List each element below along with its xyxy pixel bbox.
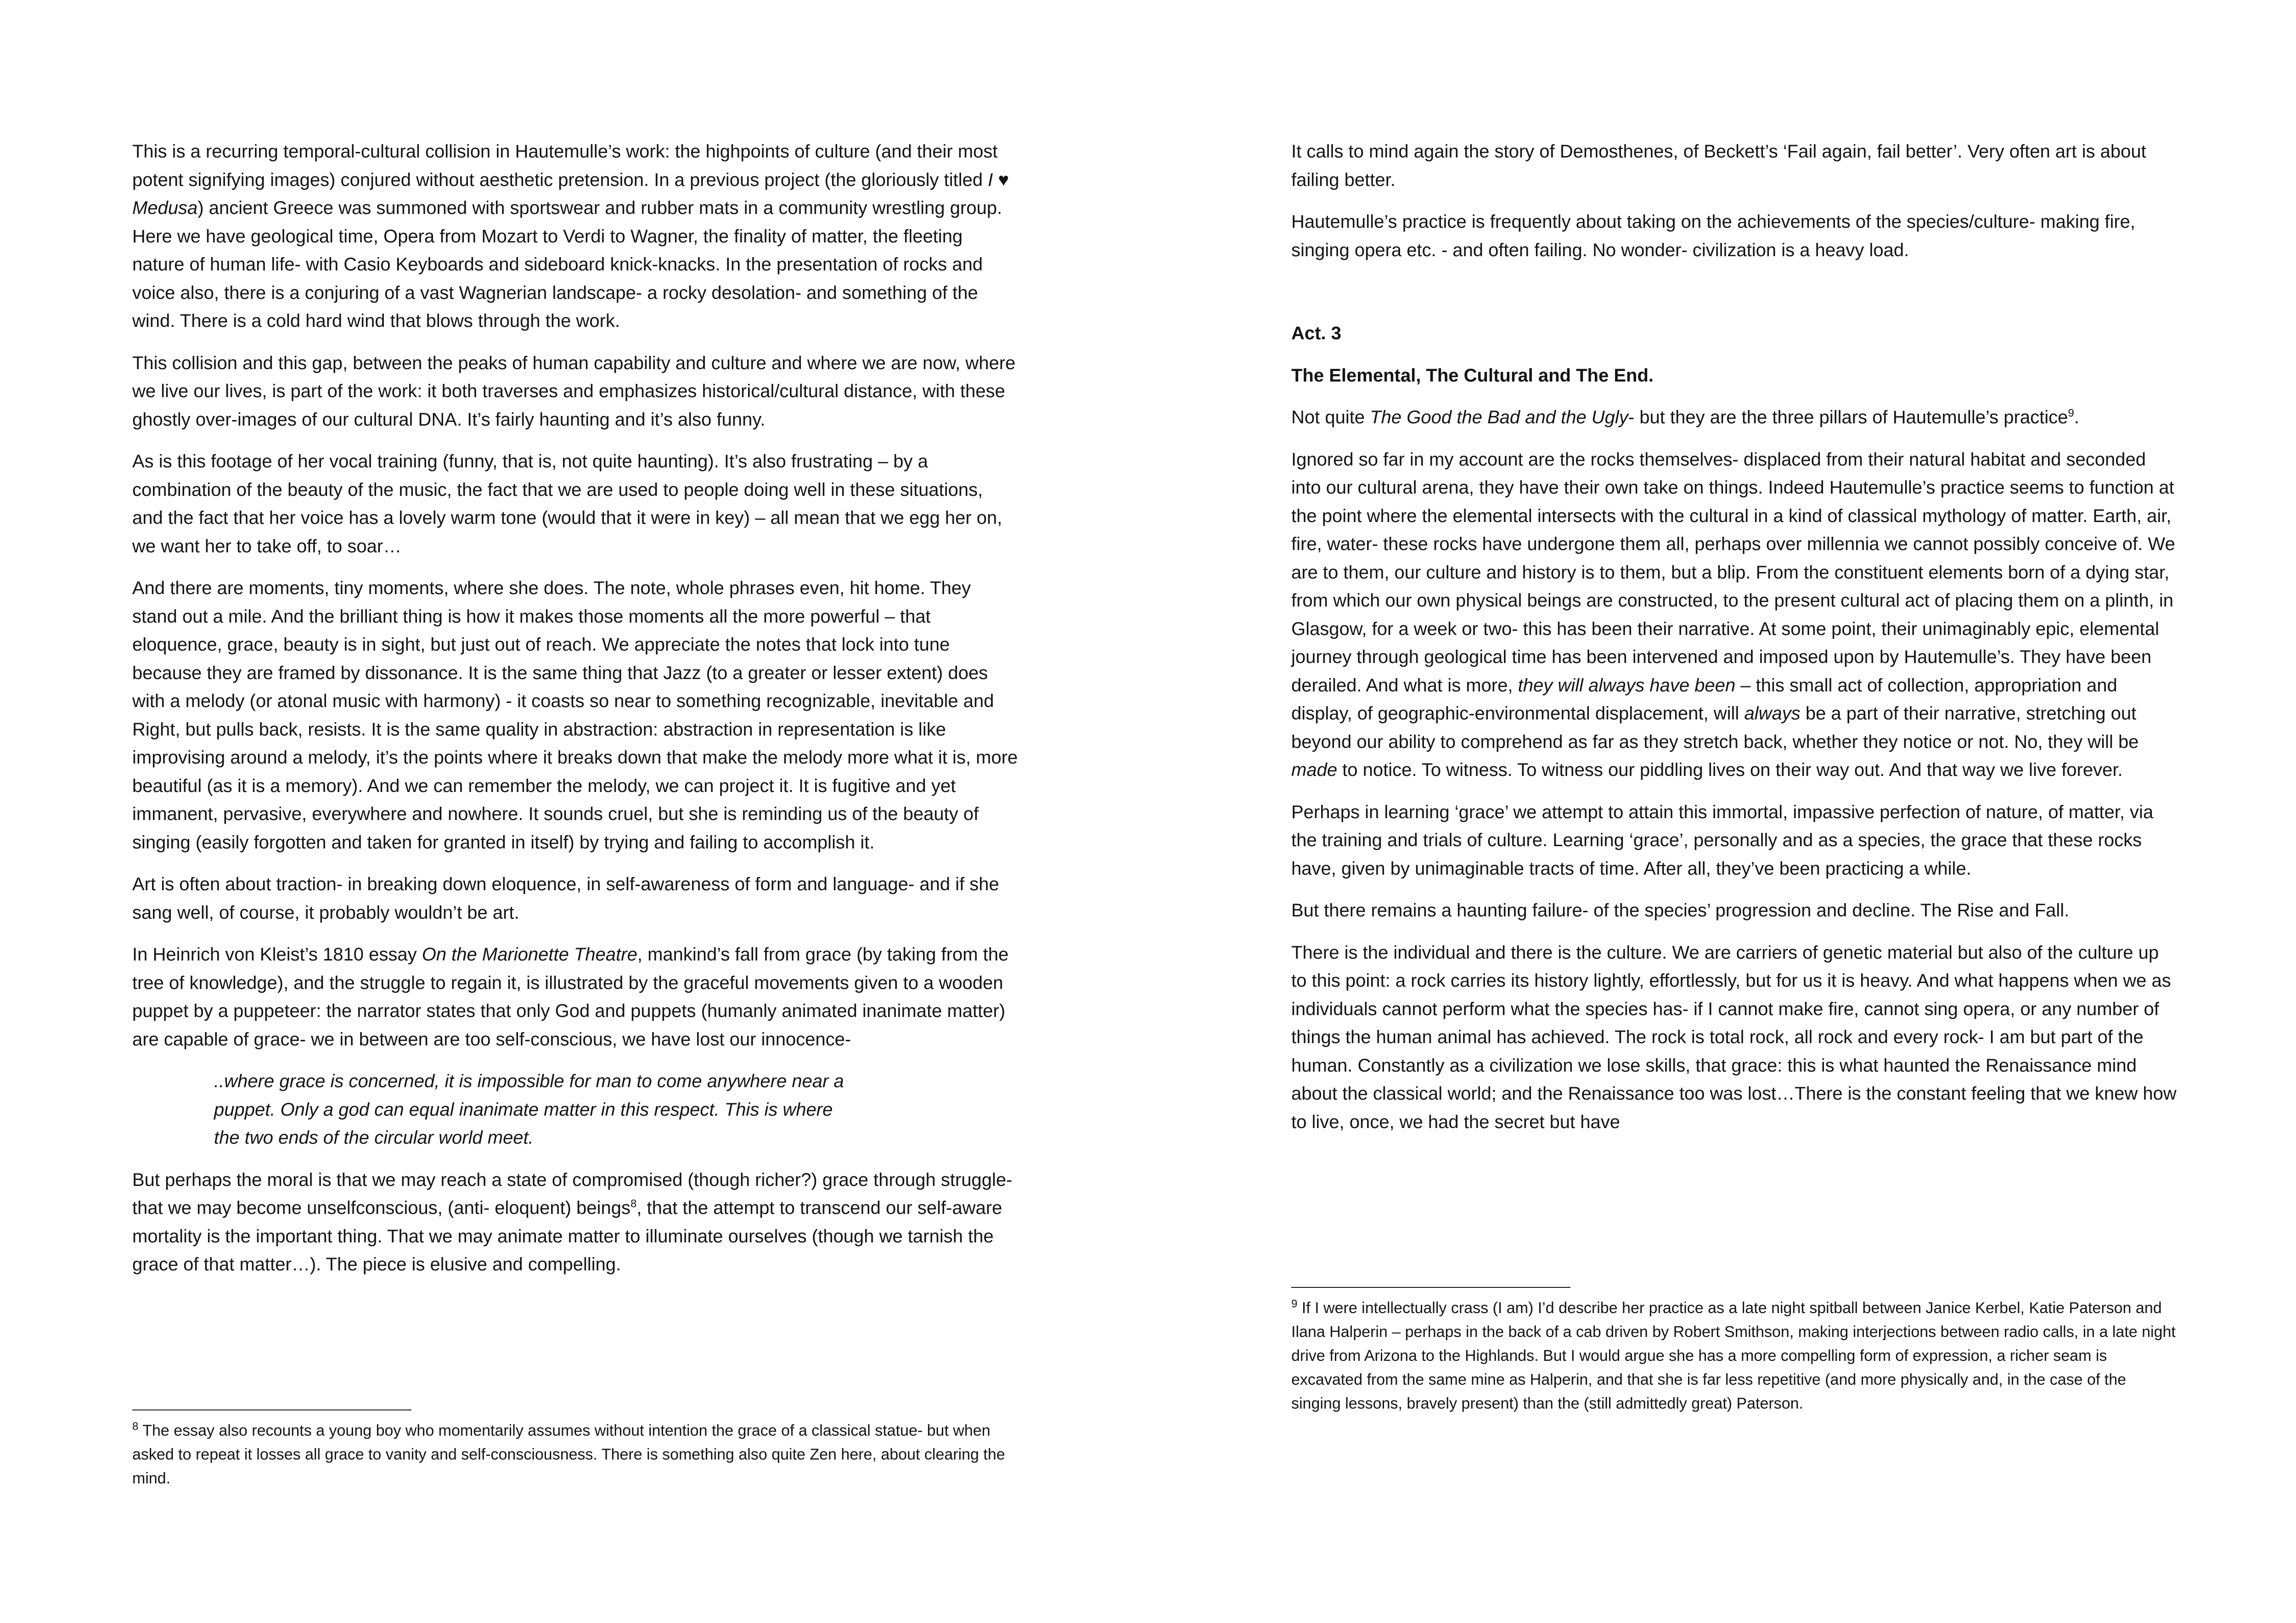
paragraph: Art is often about traction- in breaking down eloquence, in self-awareness of form and language- and if she sang well, of course, it probably wouldn’t be art. (132, 874, 999, 923)
right-page (1148, 0, 2296, 1623)
paragraph: There is the individual and there is the culture. We are carriers of genetic material but also of the culture up to this point: a rock carries its history lightly, effortlessly, but for us it is heavy. And what happens when we as individuals cannot perform what the species has- if I cannot make fire, cannot sing opera, or any number of things the human animal has achieved. The rock is total rock, all rock and every rock- I am but part of the human. Constantly as a civilization we lose skills, that grace: this is what haunted the Renaissance mind about the classical world; and the Renaissance too was lost…There is the constant feeling that we knew how to live, once, we had the secret but have (1291, 942, 2177, 1132)
paragraph: As is this footage of her vocal training (funny, that is, not quite haunting). It’s also frustrating – by a combination of the beauty of the music, the fact that we are used to people doing well in these situations, and the fact that her voice has a lovely warm tone (would that it were in key) – all mean that we egg her on, we want her to take off, to soar… (132, 451, 1002, 556)
paragraph: In Heinrich von Kleist’s 1810 essay On the Marionette Theatre, mankind’s fall from grace (by taking from the tree of knowledge), and the struggle to regain it, is illustrated by the graceful movements given to a wooden puppet by a puppeteer: the narrator states that only God and puppets (humanly animated inanimate matter) are capable of grace- we in between are too self-conscious, we have lost our innocence- (132, 944, 1009, 1050)
act-heading: Act. 3 (1291, 323, 1341, 343)
footnote: $^9$ If I were intellectually crass (I am) I’d describe her practice as a late night spitball between Janice Kerbel, Katie Paterson and Ilana Halperin – perhaps in the back of a cab driven by Robert Smithson, making interjections between radio calls, in a late night drive from Arizona to the Highlands. But I would argue she has a more compelling form of expression, a richer seam is excavated from the same mine as Halperin, and that she is far less repetitive (and more physically and, in the case of the singing lessons, bravely present) than the (still admittedly great) Paterson. (1291, 1297, 2176, 1412)
footnote: $^8$ The essay also recounts a young boy who momentarily assumes without intention the grace of a classical statue- but when asked to repeat it losses all grace to vanity and self-consciousness. There is something also quite Zen here, about clearing the mind. (132, 1420, 1005, 1487)
footnote-ref: 9 (2068, 407, 2074, 420)
section-subheading: The Elemental, The Cultural and The End. (1291, 365, 1654, 386)
paragraph: Not quite The Good the Bad and the Ugly- but they are the three pillars of Hautemulle’s practice$^9$. (1291, 407, 2079, 427)
left-column (132, 138, 1019, 1293)
paragraph: Hautemulle’s practice is frequently about taking on the achievements of the species/culture- making fire, singing opera etc. - and often failing. No wonder- civilization is a heavy load. (1291, 212, 2136, 260)
paragraph: Perhaps in learning ‘grace’ we attempt to attain this immortal, impassive perfection of nature, of matter, via the training and trials of culture. Learning ‘grace’, personally and as a species, the grace that these rocks have, given by unimaginable tracts of time. After all, they’ve been practicing a while. (1291, 802, 2154, 879)
paragraph: It calls to mind again the story of Demosthenes, of Beckett’s ‘Fail again, fail better’. Very often art is about failing better. (1291, 141, 2146, 190)
paragraph: This collision and this gap, between the peaks of human capability and culture and where we are now, where we live our lives, is part of the work: it both traverses and emphasizes historical/cultural distance, with these ghostly over-images of our cultural DNA. It’s fairly haunting and it’s also funny. (132, 353, 1016, 430)
footnote-divider (1291, 1287, 1570, 1288)
paragraph: And there are moments, tiny moments, where she does. The note, whole phrases even, hit home. They stand out a mile. And the brilliant thing is how it makes those moments all the more powerful – that eloquence, grace, beauty is in sight, but just out of reach. We appreciate the notes that lock into tune because they are framed by dissonance. It is the same thing that Jazz (to a greater or lesser extent) does with a melody (or atonal music with harmony) - it coasts so near to something recognizable, inevitable and Right, but pulls back, resists. It is the same quality in abstraction: abstraction in representation is like improvising around a melody, it’s the points where it breaks down that make the melody more what it is, more beautiful (as it is a memory). And we can remember the melody, we can project it. It is fugitive and yet immanent, pervasive, everywhere and nowhere. It sounds cruel, but she is reminding us of the beauty of singing (easily forgotten and taken for granted in itself) by trying and failing to accomplish it. (132, 578, 1018, 853)
footnote-ref: 8 (630, 1197, 637, 1210)
right-column (1291, 138, 2178, 1150)
paragraph: This is a recurring temporal-cultural collision in Hautemulle’s work: the highpoints of culture (and their most potent signifying images) conjured without aesthetic pretension. In a previous project (the gloriously titled I ♥ Medusa) ancient Greece was summoned with sportswear and rubber mats in a community wrestling group. Here we have geological time, Opera from Mozart to Verdi to Wagner, the finality of matter, the fleeting nature of human life- with Casio Keyboards and sideboard knick-knacks. In the presentation of rocks and voice also, there is a conjuring of a vast Wagnerian landscape- a rocky desolation- and something of the wind. There is a cold hard wind that blows through the work. (132, 141, 1009, 331)
paragraph: But there remains a haunting failure- of the species’ progression and decline. The Rise and Fall. (1291, 900, 2070, 921)
kleist-quote: ..where grace is concerned, it is impossible for man to come anywhere near a puppet. Only a god can equal inanimate matter in this respect. This is where the two ends of the circular world meet. (214, 1071, 844, 1148)
paragraph: But perhaps the moral is that we may reach a state of compromised (though richer?) grace through struggle- that we may become unselfconscious, (anti- eloquent) beings$^8$, that the attempt to transcend our self-aware mortality is the important thing. That we may animate matter to illuminate ourselves (though we tarnish the grace of that matter…). The piece is elusive and compelling. (132, 1169, 1013, 1275)
paragraph: Ignored so far in my account are the rocks themselves- displaced from their natural habitat and seconded into our cultural arena, they have their own take on things. Indeed Hautemulle’s practice seems to function at the point where the elemental intersects with the cultural in a kind of classical mythology of matter. Earth, air, fire, water- these rocks have undergone them all, perhaps over millennia we cannot possibly conceive of. We are to them, our culture and history is to them, but a blip. From the constituent elements born of a dying star, from which our own physical beings are constructed, to the present cultural act of placing them on a plinth, in Glasgow, for a week or two- this has been their narrative. At some point, their unimaginably epic, elemental journey through geological time has been intervened and imposed upon by Hautemulle’s. They have been derailed. And what is more, they will always have been – this small act of collection, appropriation and display, of geographic-environmental displacement, will always be a part of their narrative, stretching out beyond our ability to comprehend as far as they stretch back, whether they notice or not. No, they will be made to notice. To witness. To witness our piddling lives on their way out. And that way we live forever. (1291, 449, 2175, 780)
